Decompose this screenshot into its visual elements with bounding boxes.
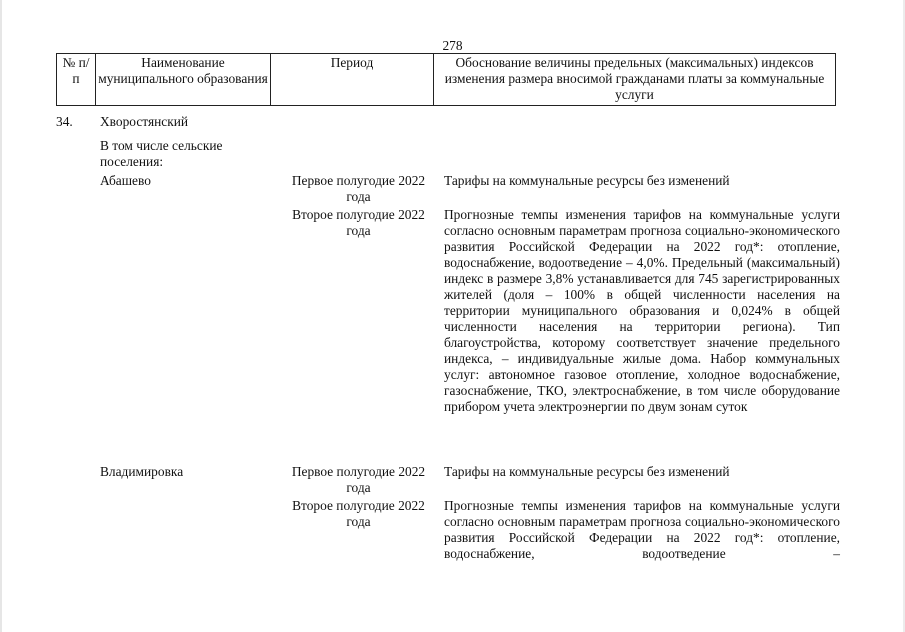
settlement-name: Владимировка bbox=[100, 464, 184, 479]
period-first-half: Первое полугодие 2022 года bbox=[291, 173, 426, 204]
entry-name: Хворостянский bbox=[100, 114, 189, 129]
page-number: 278 bbox=[442, 38, 463, 53]
period-second-half: Второе полугодие 2022 года bbox=[292, 207, 425, 238]
tariff-unchanged: Тарифы на коммунальные ресурсы без изменений bbox=[444, 464, 730, 479]
period-first-half: Первое полугодие 2022 года bbox=[291, 464, 426, 495]
tariff-justification-text: Прогнозные темпы изменения тарифов на коммунальные услуги согласно основным параметрам прогноза социально-экономического развития Российской Федерации на 2022 год*: отопление, водоснабжение, водоотведение – bbox=[444, 498, 840, 561]
entry-subtitle: В том числе сельские поселения: bbox=[100, 138, 223, 169]
settlement-name: Абашево bbox=[100, 173, 151, 188]
tariff-justification-text: Прогнозные темпы изменения тарифов на коммунальные услуги согласно основным параметрам прогноза социально-экономического развития Российской Федерации на 2022 год*: отопление, водоснабжение, водоотведение – 4,0%. Предельный (максимальный) индекс в размере 3,8% устанавливается для 745 зарегистрированных жителей (доля – 100% в общей численности населения на территории муниципального образования и 0,024% в общей численности населения на территории региона). Тип благоустройства, которому соответствует значение предельного индекса, – индивидуальные жилые дома. Набор коммунальных услуг: автономное газовое отопление, холодное водоснабжение, газоснабжение, ТКО, электроснабжение, в том числе оборудование прибором учета электроэнергии по двум зонам суток bbox=[444, 207, 840, 414]
header-name: Наименование муниципального образования bbox=[96, 54, 271, 106]
header-justification: Обоснование величины предельных (максимальных) индексов изменения размера вносимой гражданами платы за коммунальные услуги bbox=[434, 54, 836, 106]
header-period: Период bbox=[271, 54, 434, 106]
tariff-unchanged: Тарифы на коммунальные ресурсы без изменений bbox=[444, 173, 730, 188]
period-second-half: Второе полугодие 2022 года bbox=[292, 498, 425, 529]
entry-number: 34. bbox=[56, 114, 73, 129]
header-num: № п/п bbox=[57, 54, 96, 106]
table-header bbox=[56, 53, 836, 106]
scan-edge-left bbox=[0, 0, 2, 632]
